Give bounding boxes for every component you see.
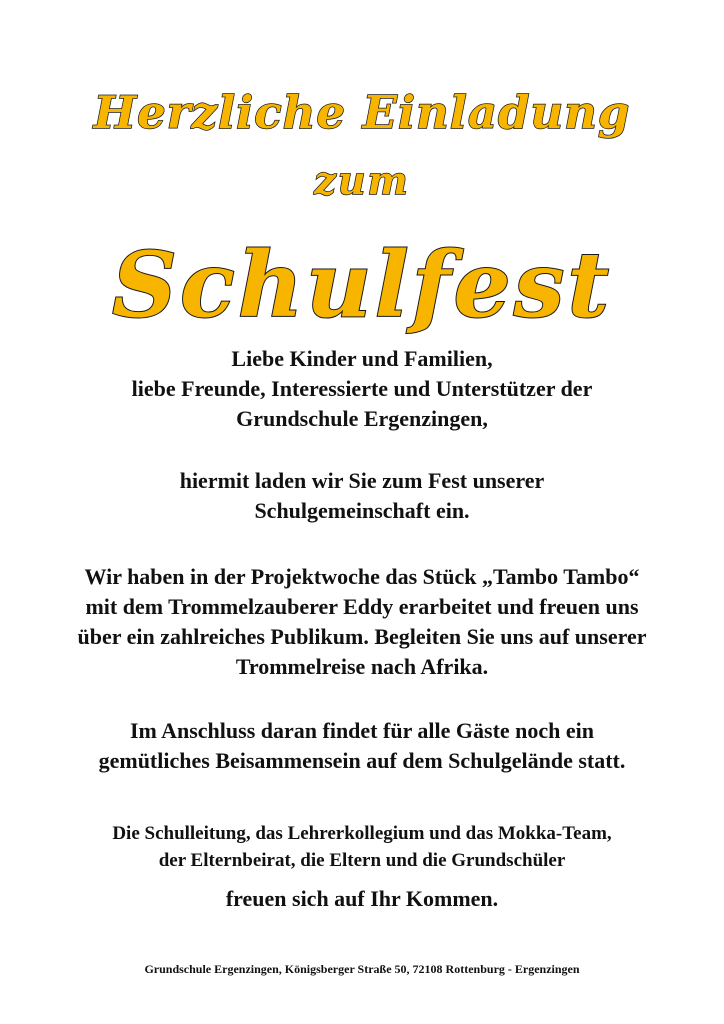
greeting-line: Grundschule Ergenzingen, (236, 406, 488, 431)
invitation-paragraph (0, 466, 724, 526)
afterwards-line: gemütliches Beisammensein auf dem Schulgelände statt. (98, 748, 626, 773)
footer-address: Grundschule Ergenzingen, Königsberger Straße 50, 72108 Rottenburg - Ergenzingen (144, 962, 580, 976)
greeting-line: liebe Freunde, Interessierte und Unterstützer der (131, 376, 593, 401)
headline-zum: zum (314, 158, 410, 203)
signatories-line: der Elternbeirat, die Eltern und die Grundschüler (158, 850, 566, 871)
signatories-line: Die Schulleitung, das Lehrerkollegium und das Mokka-Team, (112, 823, 612, 844)
closing-text: freuen sich auf Ihr Kommen. (225, 886, 499, 911)
greeting-line: Liebe Kinder und Familien, (231, 346, 493, 371)
headline-invitation: Herzliche Einladung (93, 86, 631, 139)
project-line: Trommelreise nach Afrika. (235, 654, 489, 679)
afterwards-line: Im Anschluss daran findet für alle Gäste noch ein (129, 718, 595, 743)
invitation-line: hiermit laden wir Sie zum Fest unserer (179, 468, 545, 493)
project-line: über ein zahlreiches Publikum. Begleiten Sie uns auf unserer (77, 624, 647, 649)
afterwards-paragraph (0, 716, 724, 776)
greeting-paragraph (0, 344, 724, 434)
project-line: Wir haben in der Projektwoche das Stück „Tambo Tambo“ (84, 564, 640, 589)
headline-schulfest: Schulfest (111, 232, 613, 338)
signatories-paragraph (0, 820, 724, 874)
project-line: mit dem Trommelzauberer Eddy erarbeitet und freuen uns (85, 594, 639, 619)
closing-line (0, 884, 724, 914)
invitation-line: Schulgemeinschaft ein. (254, 498, 470, 523)
project-paragraph (0, 562, 724, 682)
